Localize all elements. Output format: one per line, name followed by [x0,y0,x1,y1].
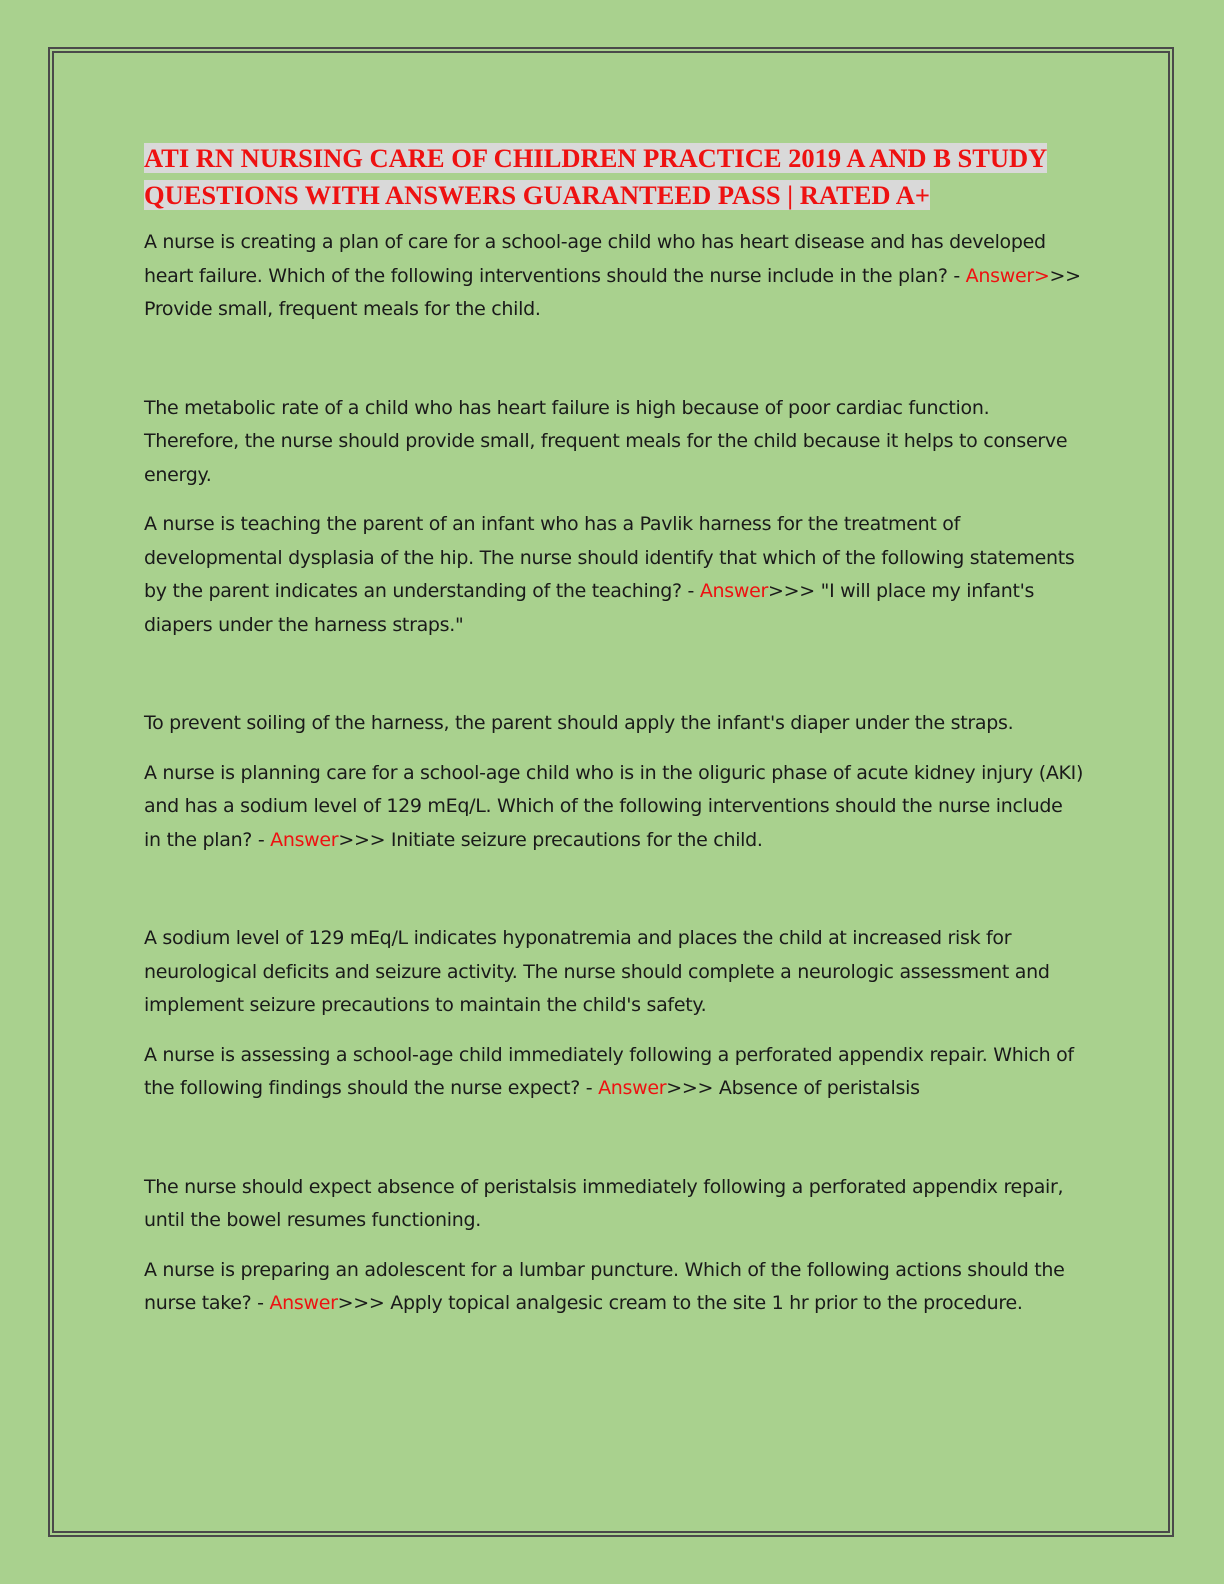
question-1-text: A nurse is creating a plan of care for a school-age child who has heart disease and has developed heart failure. Which of the following interventions should the nurse include in the plan? - [144,231,1046,287]
answer-3-text: >>> Initiate seizure precautions for the child. [338,828,763,851]
question-4-text: A nurse is assessing a school-age child immediately following a perforated appendix repair. Which of the following findings should the nurse expect? - [144,1043,1074,1099]
document-title [144,140,1084,214]
answer-2-label: Answer [699,580,769,602]
answer-1-label: Answer> [965,264,1050,287]
rationale-4: The nurse should expect absence of peristalsis immediately following a perforated appendix repair, until the bowel resumes functioning. [144,1175,1064,1231]
question-3 [144,757,1084,858]
answer-4-text: >>> Absence of peristalsis [666,1077,920,1099]
answer-5-label: Answer [269,1292,338,1314]
question-4 [144,1039,1084,1106]
question-2 [144,508,1084,642]
question-1 [144,226,1084,327]
question-5-text: A nurse is preparing an adolescent for a lumbar puncture. Which of the following actions should the nurse take? - [144,1258,1065,1314]
rationale-3: A sodium level of 129 mEq/L indicates hyponatremia and places the child at increased risk for neurological deficits and seizure activity. The nurse should complete a neurologic assessment and implement seizure precautions to maintain the child's safety. [144,927,1050,1016]
question-3-text: A nurse is planning care for a school-age child who is in the oliguric phase of acute kidney injury (AKI) and has a sodium level of 129 mEq/L. Which of the following interventions should the nurse include in the plan? - [144,761,1084,851]
answer-4-label: Answer [598,1077,667,1099]
document-title-text: ATI RN NURSING CARE OF CHILDREN PRACTICE 2019 A AND B STUDY QUESTIONS WITH ANSWERS GUARANTEED PASS | RATED A+ [144,143,1048,210]
answer-3-label: Answer [270,828,339,851]
answer-1-text: >> Provide small, frequent meals for the child. [144,264,1081,320]
answer-2-text: >>> "I will place my infant's diapers under the harness straps." [144,580,1035,636]
answer-5-text: >>> Apply topical analgesic cream to the site 1 hr prior to the procedure. [337,1292,1023,1314]
question-2-text: A nurse is teaching the parent of an infant who has a Pavlik harness for the treatment of developmental dysplasia of the hip. The nurse should identify that which of the following statements by the parent indicates an understanding of the teaching? - [144,513,1075,602]
rationale-2: To prevent soiling of the harness, the parent should apply the infant's diaper under the straps. [144,712,1014,734]
document-content [144,140,1084,1321]
question-5 [144,1254,1084,1321]
rationale-1: The metabolic rate of a child who has heart failure is high because of poor cardiac function. Therefore, the nurse should provide small, frequent meals for the child because it helps to conserve energy. [144,396,1068,486]
